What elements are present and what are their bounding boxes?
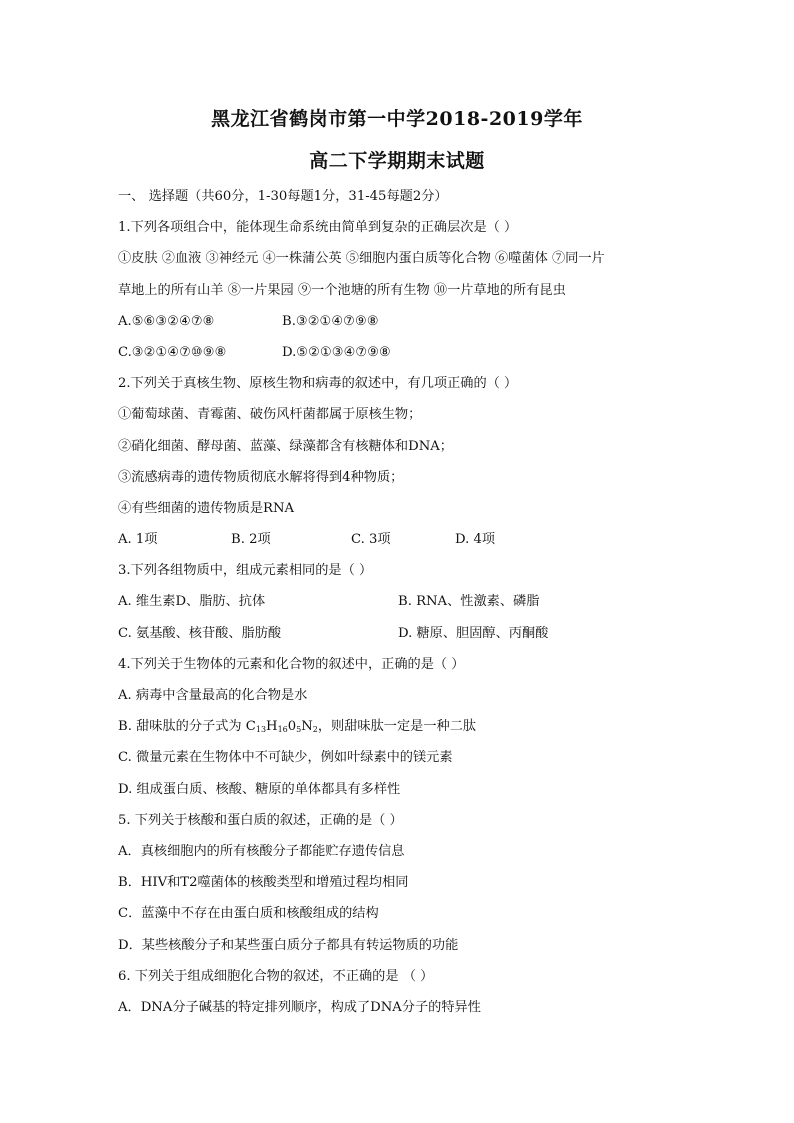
question-1-option-b: B.③②①④⑦⑨⑧ bbox=[282, 313, 379, 329]
question-6-option-a: A．DNA分子碱基的特定排列顺序，构成了DNA分子的特异性 bbox=[118, 999, 481, 1015]
question-3-options-ab bbox=[118, 592, 698, 623]
question-2-option-c: C. 3项 bbox=[351, 532, 391, 548]
formula-o: 0 bbox=[287, 719, 297, 735]
question-4-option-d: D. 组成蛋白质、核酸、糖原的单体都具有多样性 bbox=[118, 781, 401, 797]
question-5-option-b: B．HIV和T2噬菌体的核酸类型和增殖过程均相同 bbox=[118, 875, 409, 891]
exam-title-line1: 黑龙江省鹤岗市第一中学2018-2019学年 bbox=[211, 108, 583, 130]
question-2-options bbox=[118, 530, 698, 561]
question-1-option-a: A.⑤⑥③②④⑦⑧ bbox=[118, 313, 215, 329]
question-6-stem: 6. 下列关于组成细胞化合物的叙述，不正确的是 （ ） bbox=[118, 968, 434, 984]
question-3-option-d: D. 糖原、胆固醇、丙酮酸 bbox=[398, 625, 549, 641]
question-2-option-a: A. 1项 bbox=[118, 532, 158, 548]
question-5-stem: 5. 下列关于核酸和蛋白质的叙述，正确的是（ ） bbox=[118, 812, 403, 828]
formula-h: H bbox=[266, 719, 278, 735]
exam-title-line2: 高二下学期期末试题 bbox=[309, 150, 485, 172]
formula-sub-c: 13 bbox=[255, 725, 267, 735]
question-1-items-line1: ①皮肤 ②血液 ③神经元 ④一株蒲公英 ⑤细胞内蛋白质等化合物 ⑥噬菌体 ⑦同一片 bbox=[118, 251, 605, 267]
question-4-stem: 4.下列关于生物体的元素和化合物的叙述中，正确的是（ ） bbox=[118, 656, 465, 672]
question-1-option-c: C.③②①④⑦⑩⑨⑧ bbox=[118, 344, 227, 360]
formula-sub-o: 5 bbox=[296, 725, 302, 735]
section-heading: 一、 选择题（共60分，1-30每题1分，31-45每题2分） bbox=[118, 189, 448, 204]
question-2-statement-1: ①葡萄球菌、青霉菌、破伤风杆菌都属于原核生物； bbox=[118, 407, 422, 423]
question-4-option-b bbox=[118, 717, 698, 748]
question-2-option-b: B. 2项 bbox=[231, 532, 271, 548]
question-3-option-a: A. 维生素D、脂肪、抗体 bbox=[118, 594, 266, 610]
question-4-option-a: A. 病毒中含量最高的化合物是水 bbox=[118, 688, 308, 703]
question-3-option-c: C. 氨基酸、核苷酸、脂肪酸 bbox=[118, 625, 282, 641]
question-3-option-b: B. RNA、性激素、磷脂 bbox=[398, 594, 540, 610]
formula-sub-h: 16 bbox=[277, 725, 288, 735]
question-4-option-b-post: ，则甜味肽一定是一种二肽 bbox=[317, 719, 477, 735]
formula-n: N bbox=[301, 719, 313, 735]
question-1-options-cd bbox=[118, 343, 698, 374]
question-1-options-ab bbox=[118, 312, 698, 343]
question-1-items-line2: 草地上的所有山羊 ⑧一片果园 ⑨一个池塘的所有生物 ⑩一片草地的所有昆虫 bbox=[118, 282, 566, 298]
exam-body bbox=[118, 187, 698, 1029]
question-2-statement-2: ②硝化细菌、酵母菌、蓝藻、绿藻都含有核糖体和DNA； bbox=[118, 438, 453, 454]
question-2-statement-3: ③流感病毒的遗传物质彻底水解将得到4种物质； bbox=[118, 469, 404, 485]
question-4-option-c: C. 微量元素在生物体中不可缺少，例如叶绿素中的镁元素 bbox=[118, 750, 453, 766]
question-2-statement-4: ④有些细菌的遗传物质是RNA bbox=[118, 500, 295, 516]
question-1-stem: 1.下列各项组合中，能体现生命系统由简单到复杂的正确层次是（ ） bbox=[118, 220, 518, 236]
question-3-stem: 3.下列各组物质中，组成元素相同的是（ ） bbox=[118, 563, 373, 579]
question-1-option-d: D.⑤②①③④⑦⑨⑧ bbox=[282, 344, 391, 360]
question-4-option-b-pre: B. 甜味肽的分子式为 C bbox=[118, 719, 256, 735]
question-5-option-c: C．蓝藻中不存在由蛋白质和核酸组成的结构 bbox=[118, 906, 379, 922]
question-5-option-a: A．真核细胞内的所有核酸分子都能贮存遗传信息 bbox=[118, 843, 405, 859]
question-3-options-cd bbox=[118, 624, 698, 655]
question-2-option-d: D. 4项 bbox=[455, 532, 496, 548]
question-5-option-d: D．某些核酸分子和某些蛋白质分子都具有转运物质的功能 bbox=[118, 937, 459, 953]
question-2-stem: 2.下列关于真核生物、原核生物和病毒的叙述中，有几项正确的（ ） bbox=[118, 376, 518, 392]
formula-sub-n: 2 bbox=[312, 725, 318, 735]
